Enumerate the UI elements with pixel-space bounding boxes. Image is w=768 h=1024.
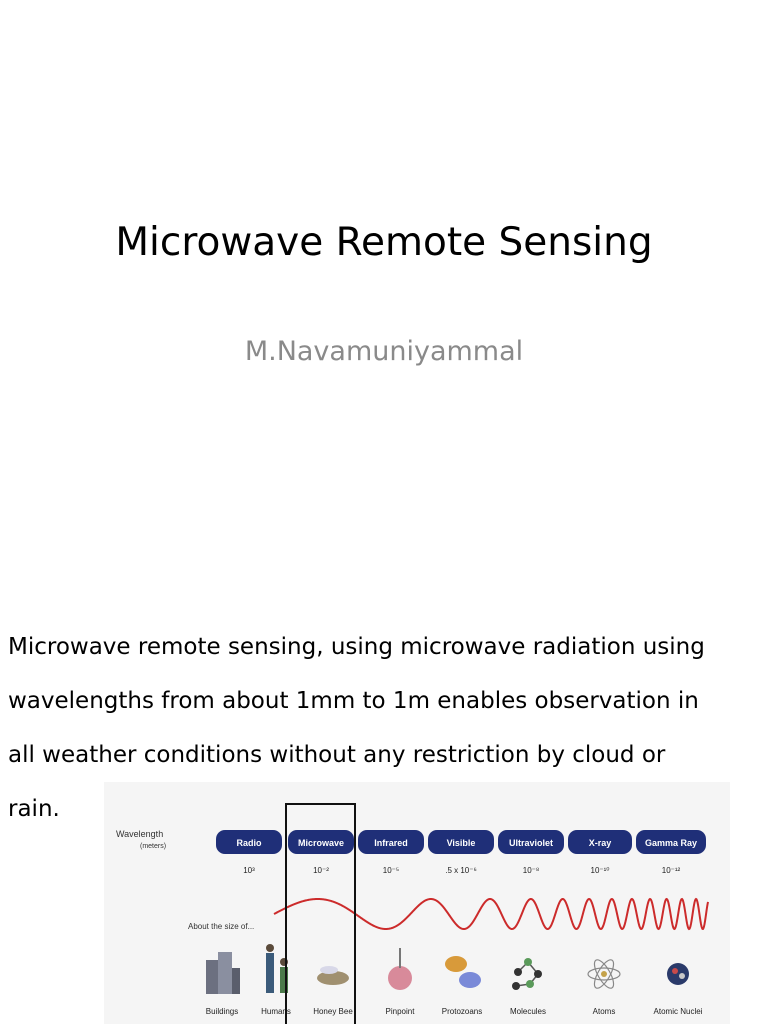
spectrum-figure [104, 782, 730, 1024]
band-label: Radio [236, 838, 262, 848]
atomic-nuclei-icon [667, 963, 689, 985]
paragraph-line: rain. [8, 796, 60, 822]
band-gamma-ray [636, 830, 706, 875]
band-label: Visible [446, 838, 476, 848]
object-label: Honey Bee [313, 1007, 353, 1016]
band-microwave [288, 830, 354, 875]
band-wavelength: .5 x 10⁻⁶ [445, 866, 477, 875]
object-label: Atoms [592, 1007, 616, 1016]
band-label: Gamma Ray [644, 838, 698, 848]
band-label: Microwave [297, 838, 345, 848]
band-wavelength: 10⁻⁵ [382, 866, 400, 875]
spectrum-diagram [104, 782, 730, 1024]
band-label: Ultraviolet [508, 838, 554, 848]
band-visible [428, 830, 494, 875]
wavelength-label: Wavelength [116, 829, 164, 839]
band-wavelength: 10⁻¹² [661, 866, 681, 875]
protozoans-icon [445, 956, 481, 988]
humans-icon [266, 944, 288, 993]
band-wavelength: 10⁻⁸ [522, 866, 540, 875]
buildings-icon [206, 952, 240, 994]
object-label: Humans [261, 1007, 291, 1016]
honey-bee-icon [317, 966, 349, 985]
slide-title: Microwave Remote Sensing [115, 220, 653, 265]
slide-author: M.Navamuniyammal [244, 336, 524, 367]
object-label: Molecules [509, 1007, 547, 1016]
band-label: X-ray [588, 838, 612, 848]
band-wavelength: 10⁻¹⁰ [590, 866, 610, 875]
object-label: Pinpoint [385, 1007, 415, 1016]
paragraph-line: all weather conditions without any restriction by cloud or [8, 742, 666, 768]
band-x-ray [568, 830, 632, 875]
band-wavelength: 10³ [243, 866, 255, 875]
band-ultraviolet [498, 830, 564, 875]
paragraph-line: Microwave remote sensing, using microwave radiation using [8, 634, 705, 660]
atoms-icon [588, 957, 620, 991]
band-radio [216, 830, 282, 875]
band-wavelength: 10⁻² [313, 866, 329, 875]
molecules-icon [512, 958, 542, 990]
wave-line [274, 899, 708, 929]
paragraph-line: wavelengths from about 1mm to 1m enables observation in [8, 688, 699, 714]
object-label: Atomic Nuclei [653, 1007, 703, 1016]
object-label: Protozoans [441, 1007, 483, 1016]
object-label: Buildings [205, 1007, 239, 1016]
pinpoint-icon [388, 948, 412, 990]
band-infrared [358, 830, 424, 875]
units-label: (meters) [140, 843, 167, 850]
band-label: Infrared [374, 838, 408, 848]
size-label: About the size of... [188, 922, 255, 931]
